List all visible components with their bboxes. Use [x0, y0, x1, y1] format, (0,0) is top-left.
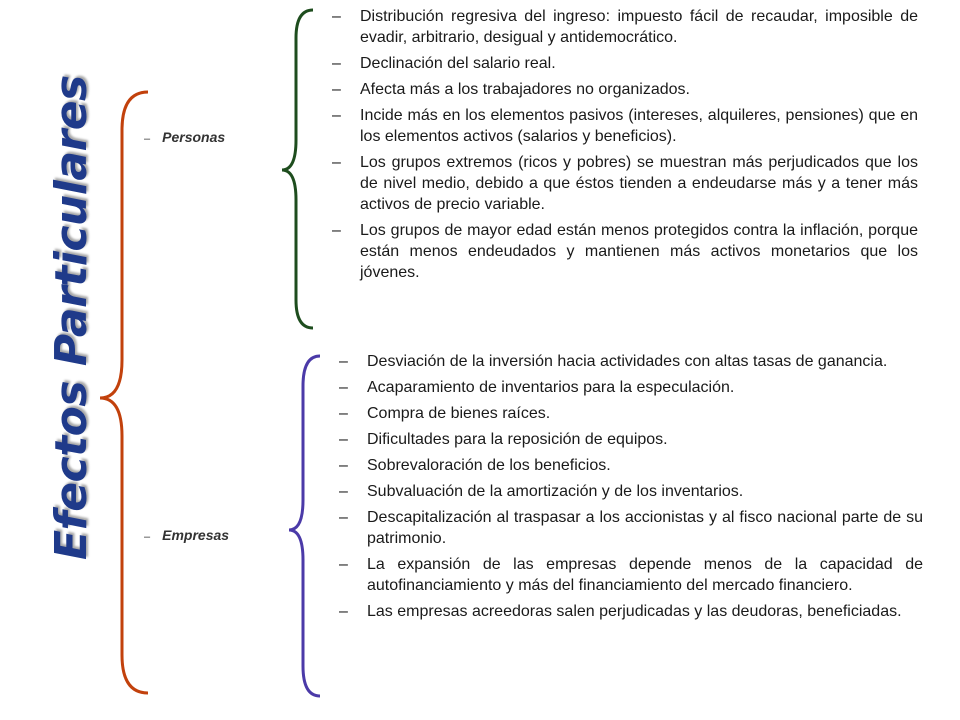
page-title: Efectos Particulares	[46, 75, 97, 560]
list-item-text: Dificultades para la reposición de equipos.	[367, 431, 668, 448]
list-item-text: Declinación del salario real.	[360, 55, 556, 72]
list-item-text: La expansión de las empresas depende menos de la capacidad de autofinanciamiento y más del financiamiento del mercado financiero.	[367, 556, 923, 594]
list-dash: –	[332, 107, 341, 124]
category-empresas	[144, 527, 229, 543]
list-item-text: Sobrevaloración de los beneficios.	[367, 457, 611, 474]
category-dash: –	[144, 531, 151, 543]
list-dash: –	[339, 379, 348, 396]
list-item	[337, 481, 923, 502]
list-item	[337, 429, 923, 450]
list-item-text: Los grupos extremos (ricos y pobres) se muestran más perjudicados que los de nivel medio, debido a que éstos tienden a endeudarse más y a tener más activos de precio variable.	[360, 154, 918, 213]
category-label: Personas	[162, 129, 226, 145]
list-item	[330, 6, 918, 48]
list-item	[337, 403, 923, 424]
list-item	[337, 455, 923, 476]
list-item-text: Distribución regresiva del ingreso: impuesto fácil de recaudar, imposible de evadir, arbitrario, desigual y antidemocrático.	[360, 8, 918, 46]
list-item	[337, 507, 923, 549]
list-item	[337, 601, 923, 622]
outer-brace	[100, 92, 151, 693]
list-item	[330, 220, 918, 283]
list-item-text: Afecta más a los trabajadores no organizados.	[360, 81, 690, 98]
category-personas	[144, 129, 225, 145]
list-dash: –	[332, 8, 341, 25]
list-dash: –	[339, 457, 348, 474]
list-dash: –	[332, 154, 341, 171]
category-label: Empresas	[162, 527, 230, 543]
list-dash: –	[339, 405, 348, 422]
list-item-text: Desviación de la inversión hacia actividades con altas tasas de ganancia.	[367, 353, 888, 370]
list-dash: –	[339, 556, 348, 573]
personas-list	[330, 6, 918, 288]
personas-brace	[282, 10, 313, 328]
list-item-text: Las empresas acreedoras salen perjudicadas y las deudoras, beneficiadas.	[367, 603, 902, 620]
list-item-text: Acaparamiento de inventarios para la especulación.	[367, 379, 735, 396]
list-dash: –	[339, 431, 348, 448]
list-dash: –	[332, 222, 341, 239]
list-item	[337, 351, 923, 372]
list-item	[330, 79, 918, 100]
list-item-text: Subvaluación de la amortización y de los inventarios.	[367, 483, 744, 500]
list-item	[337, 377, 923, 398]
list-dash: –	[339, 603, 348, 620]
list-item	[337, 554, 923, 596]
list-item	[330, 152, 918, 215]
list-item-text: Los grupos de mayor edad están menos protegidos contra la inflación, porque están menos endeudados y mantienen más activos monetarios que los jóvenes.	[360, 222, 918, 281]
list-item-text: Descapitalización al traspasar a los accionistas y al fisco nacional parte de su patrimonio.	[367, 509, 923, 547]
category-dash: –	[144, 133, 151, 145]
list-dash: –	[339, 509, 348, 526]
list-dash: –	[332, 81, 341, 98]
list-item-text: Compra de bienes raíces.	[367, 405, 551, 422]
empresas-list	[337, 351, 923, 627]
list-dash: –	[339, 483, 348, 500]
list-dash: –	[339, 353, 348, 370]
list-dash: –	[332, 55, 341, 72]
empresas-brace	[289, 356, 320, 696]
list-item	[330, 53, 918, 74]
list-item-text: Incide más en los elementos pasivos (intereses, alquileres, pensiones) que en los elementos activos (salarios y beneficios).	[360, 107, 918, 145]
list-item	[330, 105, 918, 147]
